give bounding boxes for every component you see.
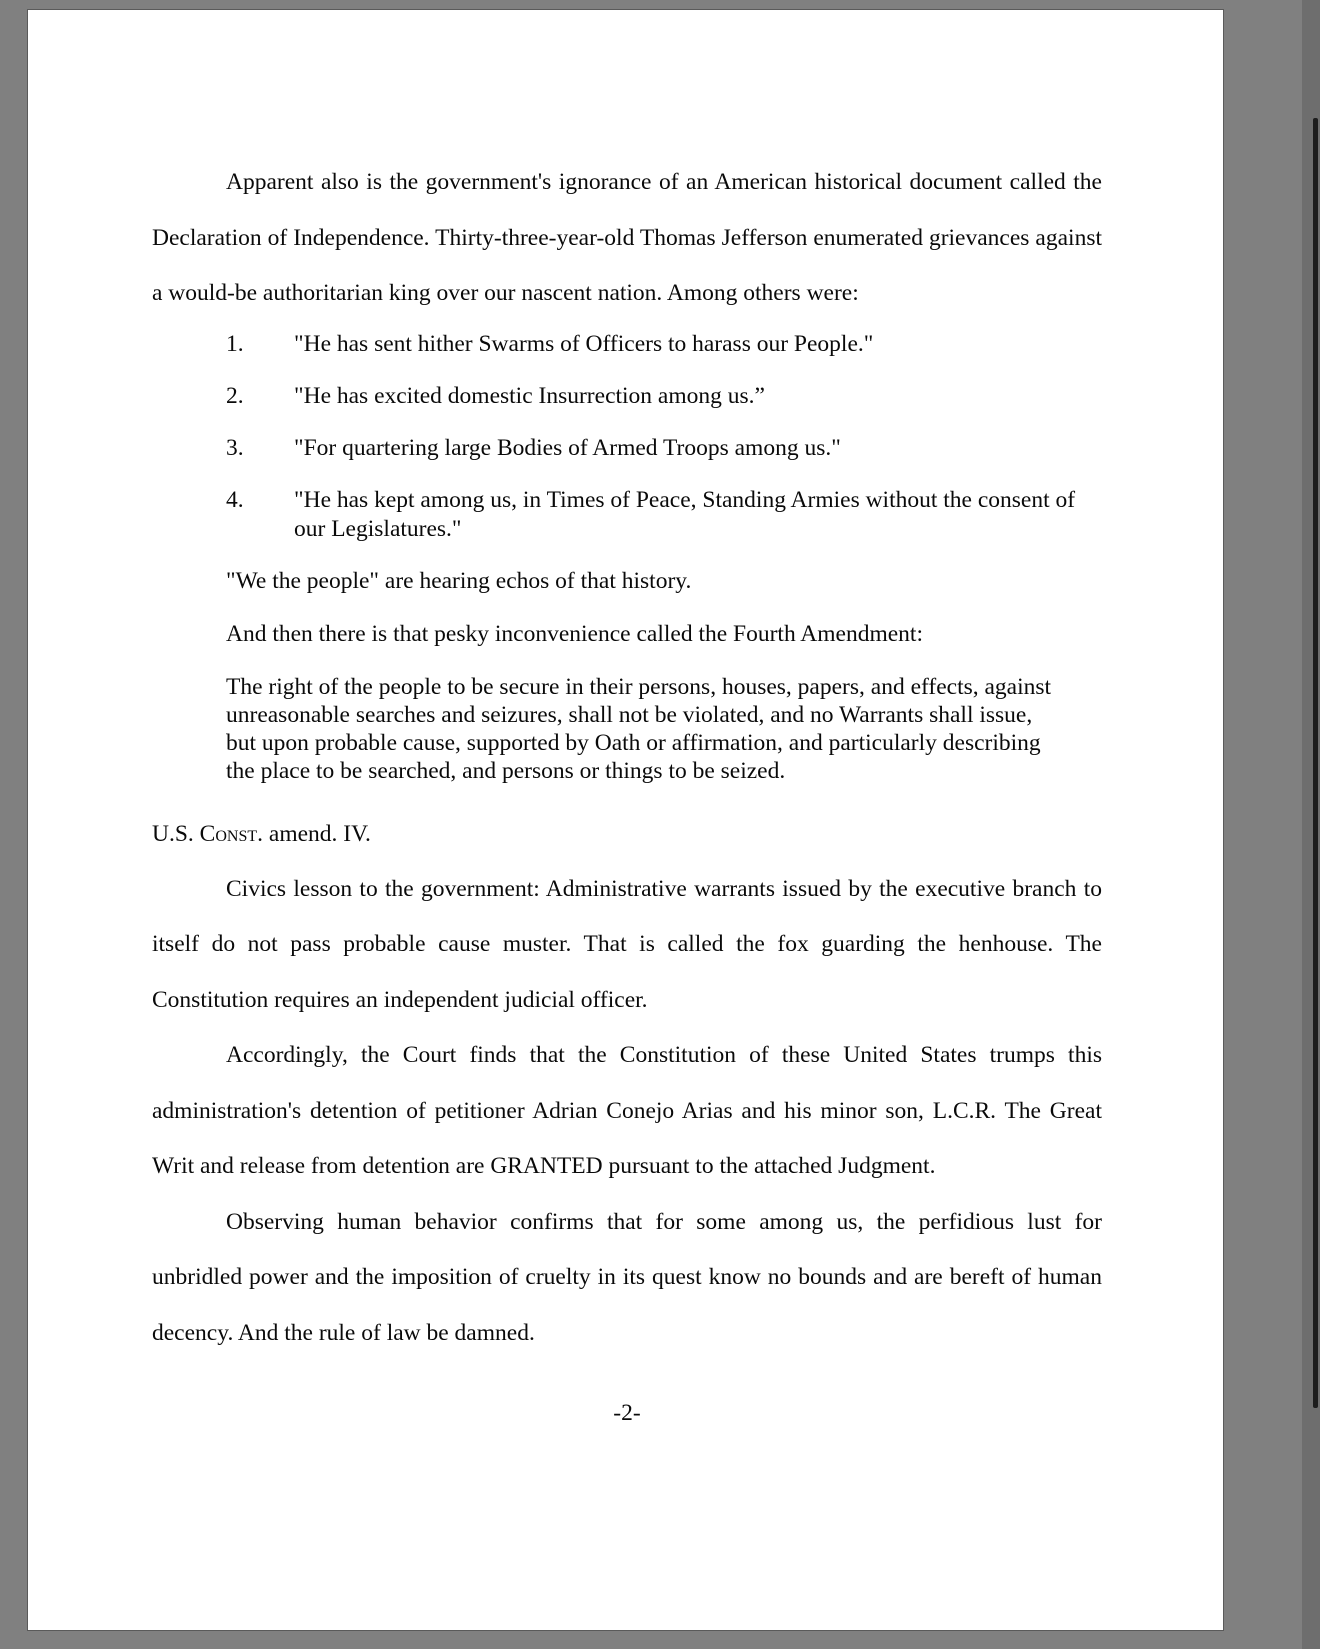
paragraph-apparent: Apparent also is the government's ignorance of an American historical document called the Declaration of Independence. Thirty-three-year-old Thomas Jefferson enumerated grievances against a would-be authoritarian king over our nascent nation. Among others were: [152,169,1102,306]
blockquote-line: the place to be searched, and persons or things to be seized. [226,757,786,784]
citation-suffix: . amend. IV. [257,820,371,847]
list-item-number: 4. [226,486,244,513]
citation-prefix: U.S. [152,820,200,847]
list-item [152,434,1102,463]
constitution-citation [152,807,1102,862]
page-text-column [152,155,1102,1361]
paragraph-we-the-people: "We the people" are hearing echos of that history. [226,567,692,594]
blockquote-line: unreasonable searches and seizures, shall not be violated, and no Warrants shall issue, [226,701,1033,728]
list-item-text: "He has sent hither Swarms of Officers to harass our People." [294,330,874,357]
page-number: -2- [613,1400,641,1426]
list-item-number: 1. [226,330,244,357]
paragraph-pesky-inconvenience: And then there is that pesky inconvenience called the Fourth Amendment: [226,620,923,647]
grievance-list [152,330,1102,544]
paragraph-accordingly: Accordingly, the Court finds that the Constitution of these United States trumps this administration's detention of petitioner Adrian Conejo Arias and his minor son, L.C.R. The Great Writ and release from detention are GRANTED pursuant to the attached Judgment. [152,1042,1102,1179]
list-item-text: "He has kept among us, in Times of Peace, Standing Armies without the consent of our Legislatures." [294,486,1076,542]
list-item [152,382,1102,411]
list-item-text: "He has excited domestic Insurrection among us.” [294,382,765,409]
fourth-amendment-blockquote [152,673,1102,785]
blockquote-line: The right of the people to be secure in their persons, houses, papers, and effects, against [226,673,1052,700]
paragraph-observing: Observing human behavior confirms that for some among us, the perfidious lust for unbridled power and the imposition of cruelty in its quest know no bounds and are bereft of human decency. And the rule of law be damned. [152,1208,1102,1346]
list-item [152,486,1102,544]
list-item-number: 2. [226,382,244,409]
vertical-scrollbar[interactable] [1302,0,1320,1649]
document-page [28,10,1223,1630]
list-item [152,330,1102,359]
citation-smallcaps-initial: C [199,820,216,847]
list-item-text: "For quartering large Bodies of Armed Troops among us." [294,434,841,461]
citation-smallcaps-body: onst [215,820,258,847]
paragraph-civics-lesson: Civics lesson to the government: Administrative warrants issued by the executive branch to itself do not pass probable cause muster. That is called the fox guarding the henhouse. The Constitution requires an independent judicial officer. [152,875,1102,1013]
blockquote-line: but upon probable cause, supported by Oath or affirmation, and particularly describing [226,729,1041,756]
scrollbar-thumb[interactable] [1313,118,1318,1408]
list-item-number: 3. [226,434,244,461]
